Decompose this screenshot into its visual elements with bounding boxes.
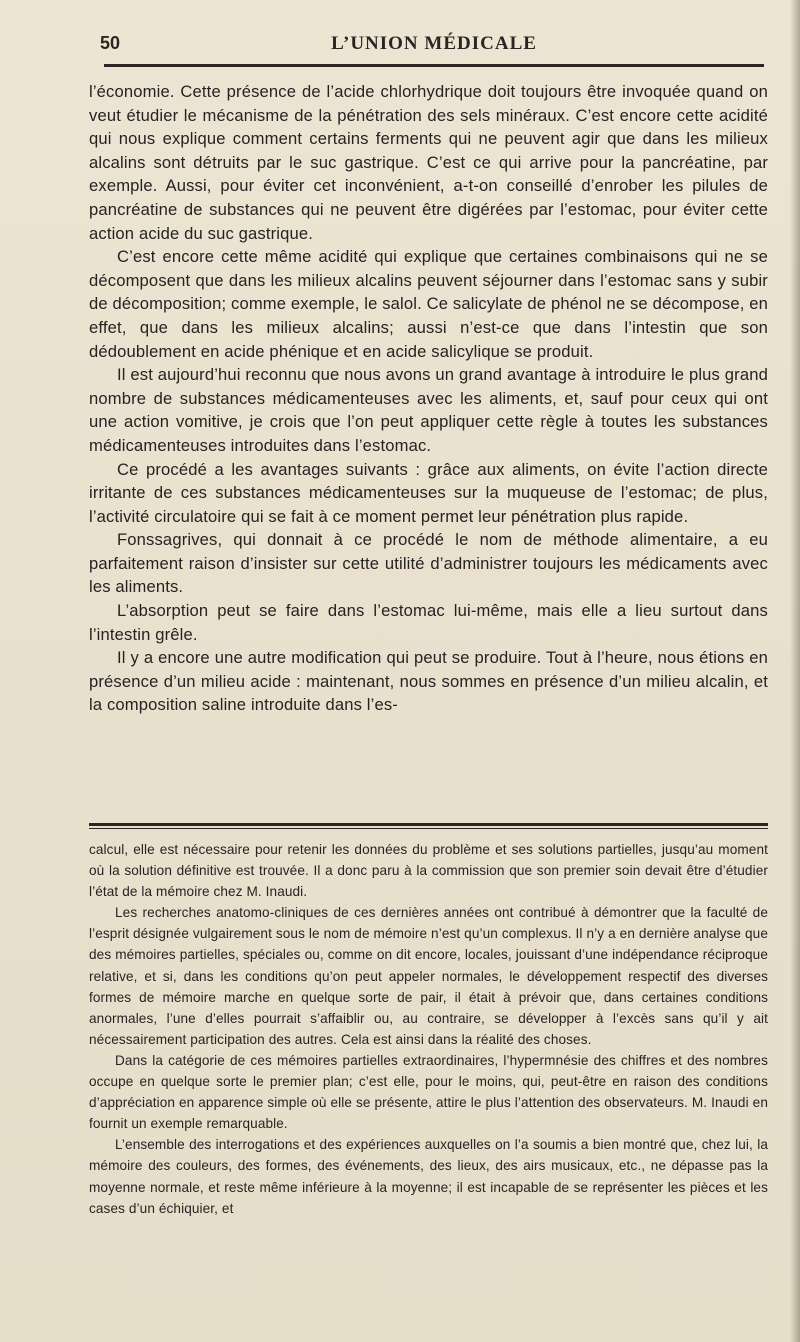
footnote-paragraph: L’ensemble des interrogations et des expériences auxquelles on l’a soumis a bien montré que, chez lui, la mémoire des couleurs, des formes, des événements, des lieux, des airs musicaux, etc., ne dépasse pas la moyenne normale, et reste même inférieure à la moyenne; il est incapable de se représenter les pièces et les cases d’un échiquier, et: [89, 1137, 768, 1216]
body-paragraph: Il y a encore une autre modification qui peut se produire. Tout à l’heure, nous étions en présence d’un milieu acide : maintenant, nous sommes en présence d’un milieu alcalin, et la composition saline introduite dans l’es-: [89, 648, 768, 715]
body-paragraph: L’absorption peut se faire dans l’estomac lui-même, mais elle a lieu surtout dans l’intestin grêle.: [89, 601, 768, 644]
body-paragraph: Fonssagrives, qui donnait à ce procédé le nom de méthode alimentaire, a eu parfaitement raison d’insister sur cette utilité d’administrer toujours les médicaments avec les aliments.: [89, 530, 768, 597]
footnote-paragraph: calcul, elle est nécessaire pour retenir les données du problème et ses solutions partielles, jusqu’au moment où la solution définitive est trouvée. Il a donc paru à la commission que son premier soin devait être d’étudier l’état de la mémoire chez M. Inaudi.: [89, 842, 768, 900]
running-title: L’UNION MÉDICALE: [331, 33, 537, 54]
page-edge-shadow: [790, 0, 800, 1342]
page-number: 50: [100, 33, 121, 53]
body-paragraph: Ce procédé a les avantages suivants : grâce aux aliments, on évite l’action directe irritante de ces substances médicamenteuses sur la muqueuse de l’estomac; de plus, l’activité circulatoire qui se fait à ce moment permet leur pénétration plus rapide.: [89, 459, 768, 526]
body-paragraph: Il est aujourd’hui reconnu que nous avons un grand avantage à introduire le plus grand nombre de substances médicamenteuses avec les aliments, et, sauf pour ceux qui ont une action vomitive, je crois que l’on peut appliquer cette règle à toutes les substances médicamenteuses introduites dans l’estomac.: [89, 365, 768, 455]
body-paragraph: l’économie. Cette présence de l’acide chlorhydrique doit toujours être invoquée quand on veut étudier le mécanisme de la pénétration des sels minéraux. C’est encore cette acidité qui nous explique comment certains ferments qui ne peuvent agir que dans les milieux alcalins sont détruits par le suc gastrique. C’est ce qui arrive pour la pancréatine, par exemple. Aussi, pour éviter cet inconvénient, a-t-on conseillé d’enrober les pilules de pancréatine de substances qui ne peuvent être digérées par l’estomac, pour éviter cette action acide du suc gastrique.: [89, 82, 768, 243]
footnotes: [89, 839, 768, 1219]
body-paragraph: C’est encore cette même acidité qui explique que certaines combinaisons qui ne se décomposent que dans les milieux alcalins peuvent séjourner dans l’estomac sans y subir de décomposition; comme exemple, le salol. Ce salicylate de phénol ne se décompose, en effet, que dans les milieux alcalins; aussi n’est-ce que dans l’intestin que son dédoublement en acide phénique et en acide salicylique se produit.: [89, 247, 768, 361]
page-header: [100, 33, 768, 59]
main-text: [89, 80, 768, 717]
footnote-paragraph: Dans la catégorie de ces mémoires partielles extraordinaires, l’hypermnésie des chiffres et des nombres occupe en quelque sorte le premier plan; c’est elle, pour le moins, qui, peut-être en raison des conditions d’appréciation en apparence simple où elle se présente, attire le plus l’attention des observateurs. M. Inaudi en fournit un exemple remarquable.: [89, 1052, 768, 1132]
header-rule: [104, 64, 764, 67]
footnote-separator: [89, 823, 768, 829]
footnote-paragraph: Les recherches anatomo-cliniques de ces dernières années ont contribué à démontrer que la faculté de l’esprit désignée vulgairement sous le nom de mémoire n’est qu’un complexus. Il n’y a en dernière analyse que des mémoires partielles, spéciales ou, comme on dit encore, locales, jouissant d’une indépendance réciproque relative, et si, dans les conditions qu’on peut appeler normales, le développement respectif des diverses formes de mémoire marche en quelque sorte de pair, il était à prévoir que, dans certaines conditions anormales, l’une d’elles pourrait s’affaiblir ou, au contraire, se développer à l’excès sans qu’il y ait nécessairement participation des autres. Cela est ainsi dans la réalité des choses.: [89, 905, 768, 1047]
